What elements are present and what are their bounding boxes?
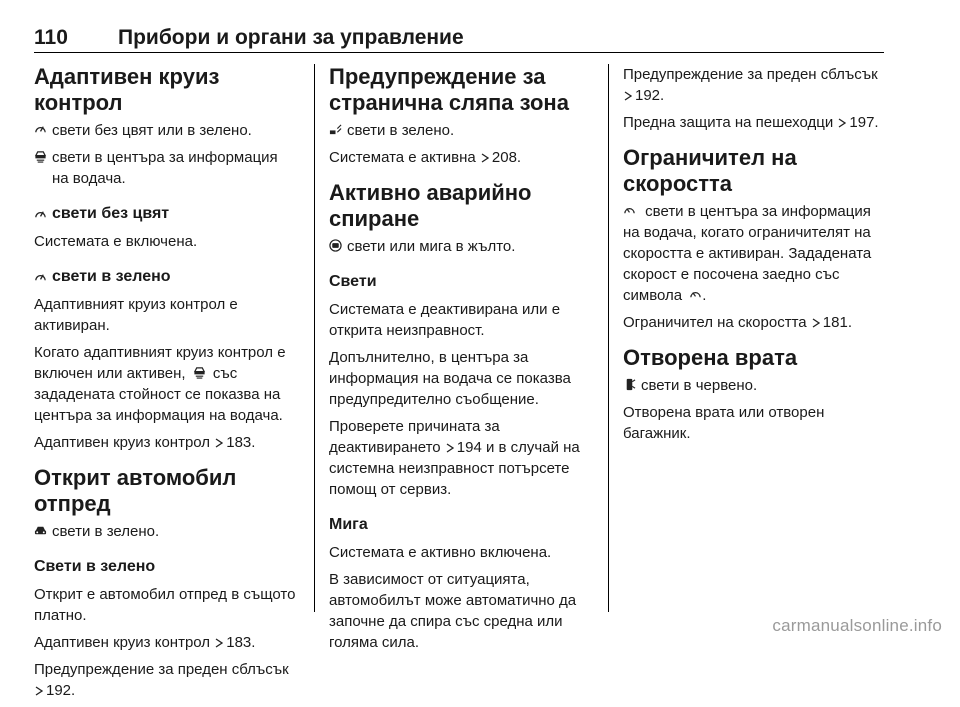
section-title: Активно аварийно спиране (329, 180, 532, 231)
subsection-title: свети без цвят (34, 203, 298, 225)
subsection-title: Свети в зелено (34, 558, 156, 575)
cruise-control-icon (34, 271, 47, 284)
page-reference-arrow-icon (838, 118, 846, 128)
page-number: 110 (34, 26, 68, 49)
emergency-braking-icon (329, 239, 342, 252)
paragraph: В зависимост от ситуацията, автомобилът може автоматично да започне да спира със средна или голяма сила. (329, 571, 577, 651)
paragraph: свети в червено. (623, 375, 885, 396)
paragraph: Допълнително, в центъра за информация на водача се показва предупредително съобщение. (329, 349, 571, 408)
cross-reference: Предупреждение за преден сблъсък 192. (623, 66, 878, 104)
cross-reference: Системата е активна 208. (329, 149, 522, 166)
paragraph: Системата е деактивирана или е открита неизправност. (329, 301, 561, 339)
paragraph: свети в центъра за информация на водача, когато ограничителят на скоростта е активиран. Зададената скорост е посочена заедно със символа . (623, 203, 872, 304)
adaptive-cruise-vehicle-icon (193, 366, 206, 379)
side-blind-zone-icon (329, 123, 342, 136)
paragraph: Когато адаптивният круиз контрол е включен или активен, със зададената стойност се показва на центъра за информация на водача. (34, 344, 286, 424)
page-reference-arrow-icon (481, 153, 489, 163)
paragraph: свети в зелено. (34, 521, 298, 542)
paragraph: свети в центъра за информация на водача. (34, 147, 298, 189)
column-divider (608, 64, 609, 612)
paragraph: свети в зелено. (329, 120, 593, 141)
cruise-control-icon (34, 208, 47, 221)
page-header (34, 26, 884, 53)
paragraph: Адаптивният круиз контрол е активиран. (34, 296, 238, 334)
adaptive-cruise-vehicle-icon (34, 150, 47, 163)
page-reference-arrow-icon (812, 318, 820, 328)
cross-reference: Адаптивен круиз контрол 183. (34, 634, 256, 651)
section-title: Адаптивен круиз контрол (34, 64, 220, 115)
vehicle-ahead-icon (34, 524, 47, 537)
page-reference-arrow-icon (35, 686, 43, 696)
cross-reference: Адаптивен круиз контрол 183. (34, 434, 256, 451)
page-reference-arrow-icon (215, 438, 223, 448)
cross-reference: Предна защита на пешеходци 197. (623, 114, 879, 131)
subsection-title: Мига (329, 516, 368, 533)
page-reference-arrow-icon (446, 443, 454, 453)
column-2 (329, 64, 593, 659)
paragraph: Системата е активно включена. (329, 544, 552, 561)
section-title: Открит автомобил отпред (34, 465, 237, 516)
chapter-title: Прибори и органи за управление (118, 26, 464, 49)
speed-limiter-icon (689, 288, 702, 301)
speed-limiter-icon (623, 204, 636, 217)
paragraph: Открит е автомобил отпред в същото платно. (34, 586, 296, 624)
paragraph: Проверете причината за деактивирането 194 и в случай на системна неизправност потърсете помощ от сервиз. (329, 418, 580, 498)
section-title: Предупреждение за странична сляпа зона (329, 64, 569, 115)
cross-reference: Предупреждение за преден сблъсък 192. (34, 661, 289, 699)
paragraph: свети или мига в жълто. (329, 236, 593, 257)
paragraph: Отворена врата или отворен багажник. (623, 404, 825, 442)
paragraph: свети без цвят или в зелено. (34, 120, 298, 141)
page-reference-arrow-icon (215, 638, 223, 648)
column-1 (34, 64, 298, 707)
subsection-title: Свети (329, 273, 377, 290)
paragraph: Системата е включена. (34, 233, 198, 250)
page-reference-arrow-icon (624, 91, 632, 101)
section-title: Ограничител на скоростта (623, 145, 797, 196)
cruise-control-icon (34, 123, 47, 136)
door-open-icon (623, 378, 636, 391)
section-title: Отворена врата (623, 345, 798, 370)
column-3 (623, 64, 885, 450)
cross-reference: Ограничител на скоростта 181. (623, 314, 852, 331)
subsection-title: свети в зелено (34, 266, 298, 288)
watermark: carmanualsonline.info (772, 616, 942, 635)
column-divider (314, 64, 315, 612)
